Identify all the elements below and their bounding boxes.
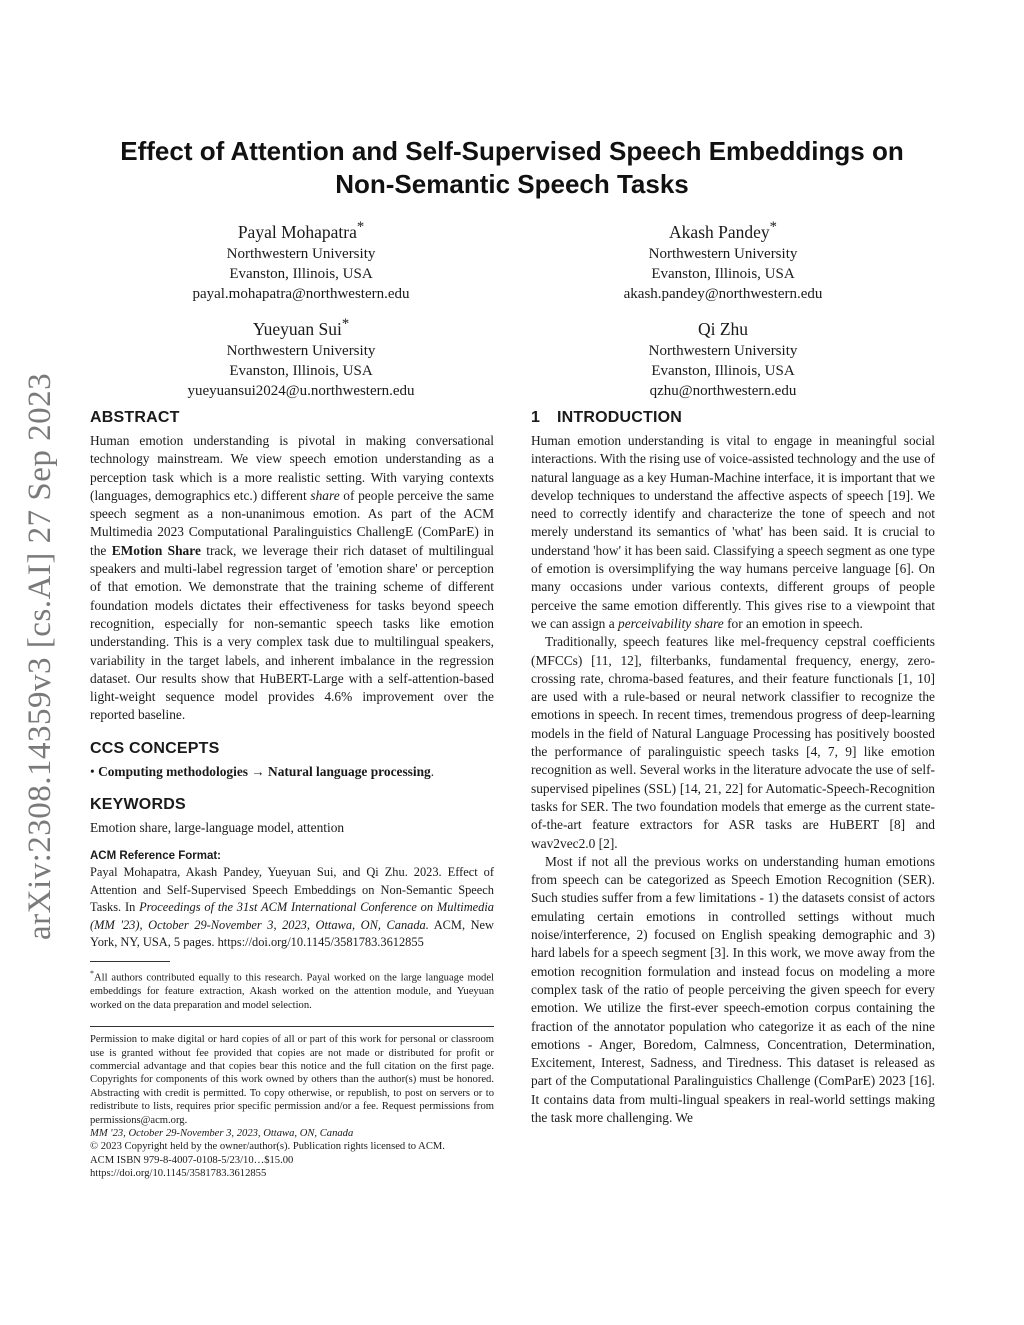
author-mark: * — [356, 219, 365, 235]
author-block-1 — [90, 215, 512, 304]
abstract-heading: ABSTRACT — [90, 409, 180, 426]
abstract-text-part: Human emotion understanding is pivotal in making conversational technology mainstream. We view speech emotion understanding as a perception task which is a more realistic setting. With varying contexts (languages, demographics etc.) different — [90, 433, 494, 503]
footnote-mark: * — [90, 968, 94, 978]
abstract-text-part: of people perceive the same speech segment as a non-unanimous emotion. As part of the ACM Multimedia 2023 Computational Paralinguistics ChallengE (ComParE) in the — [90, 487, 494, 558]
author-email[interactable]: yueyuansui2024@u.northwestern.edu — [187, 382, 415, 399]
author-location: Evanston, Illinois, USA — [651, 362, 795, 379]
author-mark: * — [341, 316, 350, 332]
keywords-text: Emotion share, large-language model, attention — [90, 820, 345, 836]
ccs-concepts — [90, 763, 494, 781]
ccs-heading: CCS CONCEPTS — [90, 739, 220, 757]
acm-ref-text — [90, 864, 494, 952]
permission-isbn: ACM ISBN 979-8-4007-0108-5/23/10…$15.00 — [90, 1154, 294, 1166]
footnote-text: All authors contributed equally to this research. Payal worked on the large language model embeddings for feature extraction, Akash worked on the attention module, and Yueyuan worked on the data preparation and model selection. — [90, 972, 494, 1011]
author-location: Evanston, Illinois, USA — [651, 265, 795, 282]
acm-ref-part: Payal Mohapatra, Akash Pandey, Yueyuan Sui, and Qi Zhu. 2023. Effect of Attention and Self-Supervised Speech Embeddings on Non-Semantic Speech Tasks. In — [90, 865, 494, 915]
title-line-2: Non-Semantic Speech Tasks — [335, 169, 689, 199]
ccs-bullet: • — [90, 763, 95, 779]
ccs-end: . — [430, 763, 435, 779]
abstract-text — [90, 432, 494, 725]
intro-text-part: Human emotion understanding is vital to engage in meaningful social interactions. With the rising use of voice-assisted technology and the use of natural language as a key Human-Machine interface, it is important that we develop techniques to understand the affective aspects of speech [19]. We need to correctly identify and characterize the tone of speech and not merely understand its semantics of 'what' has been said. It is crucial to understand 'how' it has been said. Classifying a speech segment as one type of emotion is oversimplifying the way humans perceive language [6]. On many occasions under various contexts, different groups of people perceive the same emotion differently. This gives rise to a viewpoint that we can assign a — [531, 433, 935, 631]
author-name — [90, 215, 512, 244]
intro-text-part: for an emotion in speech. — [723, 615, 863, 631]
author-name-text: Qi Zhu — [697, 318, 749, 339]
ccs-text: Computing methodologies → Natural language processing — [98, 763, 431, 779]
paper-title — [90, 135, 934, 201]
author-affiliation: Northwestern University — [226, 342, 376, 359]
acm-ref-part: ACM, New York, NY, USA, 5 pages. https://doi.org/10.1145/3581783.3612855 — [90, 917, 494, 950]
abstract-bold: EMotion Share — [111, 542, 201, 558]
title-line-1: Effect of Attention and Self-Supervised Speech Embeddings on — [120, 136, 904, 166]
intro-paragraph-1 — [531, 432, 935, 633]
author-affiliation: Northwestern University — [648, 245, 798, 262]
permission-text: Permission to make digital or hard copies of all or part of this work for personal or classroom use is granted without fee provided that copies are not made or distributed for profit or commercial advantage and that copies bear this notice and the full citation on the first page. Copyrights for components of this work owned by others than the author(s) must be honored. Abstracting with credit is permitted. To copy otherwise, or republish, to post on servers or to redistribute to lists, requires prior specific permission and/or a fee. Request permissions from permissions@acm.org. — [90, 1034, 494, 1126]
intro-paragraph-3: Most if not all the previous works on understanding human emotions from speech can be categorized as Speech Emotion Recognition (SER). Such studies suffer from a few limitations - 1) the datasets consist of actors emulating certain emotions in controlled settings without much noise/interference, 2) focused on English speaking demographic and 3) hard labels for a speech segment [3]. In this work, we move away from the emotion recognition formulation and instead focus on modeling a more complex task of the ratio of people perceiving the given speech for every emotion. We utilize the first-ever speech-emotion corpus containing the fraction of the annotator population who categorize it as each of the nine emotions - Anger, Boredom, Calmness, Concentration, Determination, Excitement, Interest, Sadness, and Tiredness. This dataset is released as part of the Computational Paralinguistics Challenge (ComParE) 2023 [16]. It contains data from multi-lingual speakers in real-world settings making the task more challenging. We — [531, 853, 935, 1125]
author-name — [512, 312, 934, 341]
intro-heading — [531, 408, 935, 428]
author-block-4 — [512, 312, 934, 401]
intro-paragraph-2: Traditionally, speech features like mel-frequency cepstral coefficients (MFCCs) [11, 12], filterbanks, fundamental frequency, energy, zero-crossing rate, chroma-based features, and their feature functionals [1, 10] are used with a rule-based or neural network classifier to recognize the emotions in speech. In recent times, tremendous progress of deep-learning models in the field of Natural Language Processing has positively boosted the performance of paralinguistic speech tasks [4, 7, 9] like emotion recognition as well. Several works in the literature advocate the use of self-supervised pipelines (SSL) [14, 21, 22] for Automatic-Speech-Recognition tasks for SER. The two foundation models that emerge as the current state-of-the-art feature extractors for ASR tasks are HuBERT [8] and wav2vec2.0 [2]. — [531, 634, 935, 851]
author-mark: * — [769, 219, 777, 235]
footnote-rule — [90, 961, 170, 962]
author-email[interactable]: payal.mohapatra@northwestern.edu — [192, 285, 410, 302]
author-affiliation: Northwestern University — [648, 342, 798, 359]
intro-emphasis: perceivability share — [618, 615, 724, 631]
author-affiliation: Northwestern University — [226, 245, 376, 262]
permission-venue: MM '23, October 29-November 3, 2023, Ottawa, ON, Canada — [90, 1128, 354, 1139]
keywords-heading: KEYWORDS — [90, 796, 186, 814]
acm-ref-venue: Proceedings of the 31st ACM International Conference on Multimedia (MM '23), October 29-November 3, 2023, Ottawa, ON, Canada. — [90, 900, 494, 932]
author-block-3 — [90, 312, 512, 401]
author-name — [90, 312, 512, 341]
author-block-2 — [512, 215, 934, 304]
permission-doi[interactable]: https://doi.org/10.1145/3581783.3612855 — [90, 1168, 267, 1180]
author-name — [512, 215, 934, 244]
abstract-emphasis: share — [310, 487, 340, 503]
author-location: Evanston, Illinois, USA — [229, 362, 373, 379]
permission-copyright: © 2023 Copyright held by the owner/author(s). Publication rights licensed to ACM. — [90, 1141, 445, 1153]
author-location: Evanston, Illinois, USA — [229, 265, 373, 282]
author-name-text: Akash Pandey — [669, 221, 770, 242]
right-column — [531, 408, 935, 1127]
intro-section-number: 1 — [531, 409, 541, 426]
author-email[interactable]: akash.pandey@northwestern.edu — [623, 285, 823, 302]
permission-rule — [90, 1026, 494, 1027]
acm-ref-heading: ACM Reference Format: — [90, 850, 221, 863]
author-email[interactable]: qzhu@northwestern.edu — [649, 382, 797, 399]
author-name-text: Yueyuan Sui — [252, 318, 342, 339]
intro-heading-text: INTRODUCTION — [557, 409, 683, 426]
author-name-text: Payal Mohapatra — [237, 221, 357, 242]
abstract-text-part: track, we leverage their rich dataset of multilingual speakers and multi-label regression target of 'emotion share' or perception of that emotion. We demonstrate that the training scheme of different foundation models dictates their effectiveness for tasks beyond speech recognition, especially for non-semantic speech tasks like emotion understanding. This is a very complex task due to multilingual speakers, variability in the target labels, and inherent imbalance in the regression dataset. Our results show that HuBERT-Large with a self-attention-based light-weight sequence model provides 4.6% improvement over the reported baseline. — [90, 542, 494, 723]
arxiv-identifier: arXiv:2308.14359v3 [cs.AI] 27 Sep 2023 — [22, 372, 58, 940]
footnote — [90, 967, 494, 1012]
left-column — [90, 408, 494, 1181]
